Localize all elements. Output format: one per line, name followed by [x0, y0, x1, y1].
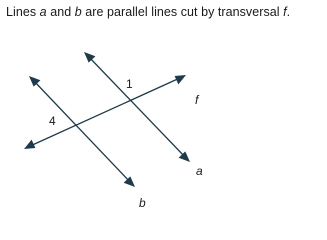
line-b-arrowhead-start [29, 76, 40, 87]
variable-f: f [283, 5, 287, 19]
line-a [84, 52, 190, 162]
question-part-3: are parallel lines cut by transversal [81, 5, 284, 19]
line-b [29, 76, 135, 187]
line-b-arrowhead-end [124, 176, 135, 187]
variable-b: b [74, 5, 82, 19]
question-part-4: . [286, 5, 291, 19]
line-a-segment [88, 56, 186, 158]
line-b-segment [33, 80, 131, 183]
line-b-label: b [139, 196, 146, 210]
line-f-label: f [195, 93, 199, 107]
transversal-f [24, 75, 186, 149]
line-a-label: a [196, 164, 203, 178]
angle-4-label: 4 [49, 114, 56, 128]
transversal-f-arrowhead-start [24, 140, 35, 149]
transversal-f-segment [28, 77, 182, 147]
transversal-f-arrowhead-end [175, 75, 186, 84]
question-part-1: Lines [6, 5, 40, 19]
variable-a: a [39, 5, 47, 19]
question-part-2: and [46, 5, 75, 19]
angle-1-label: 1 [126, 77, 133, 91]
